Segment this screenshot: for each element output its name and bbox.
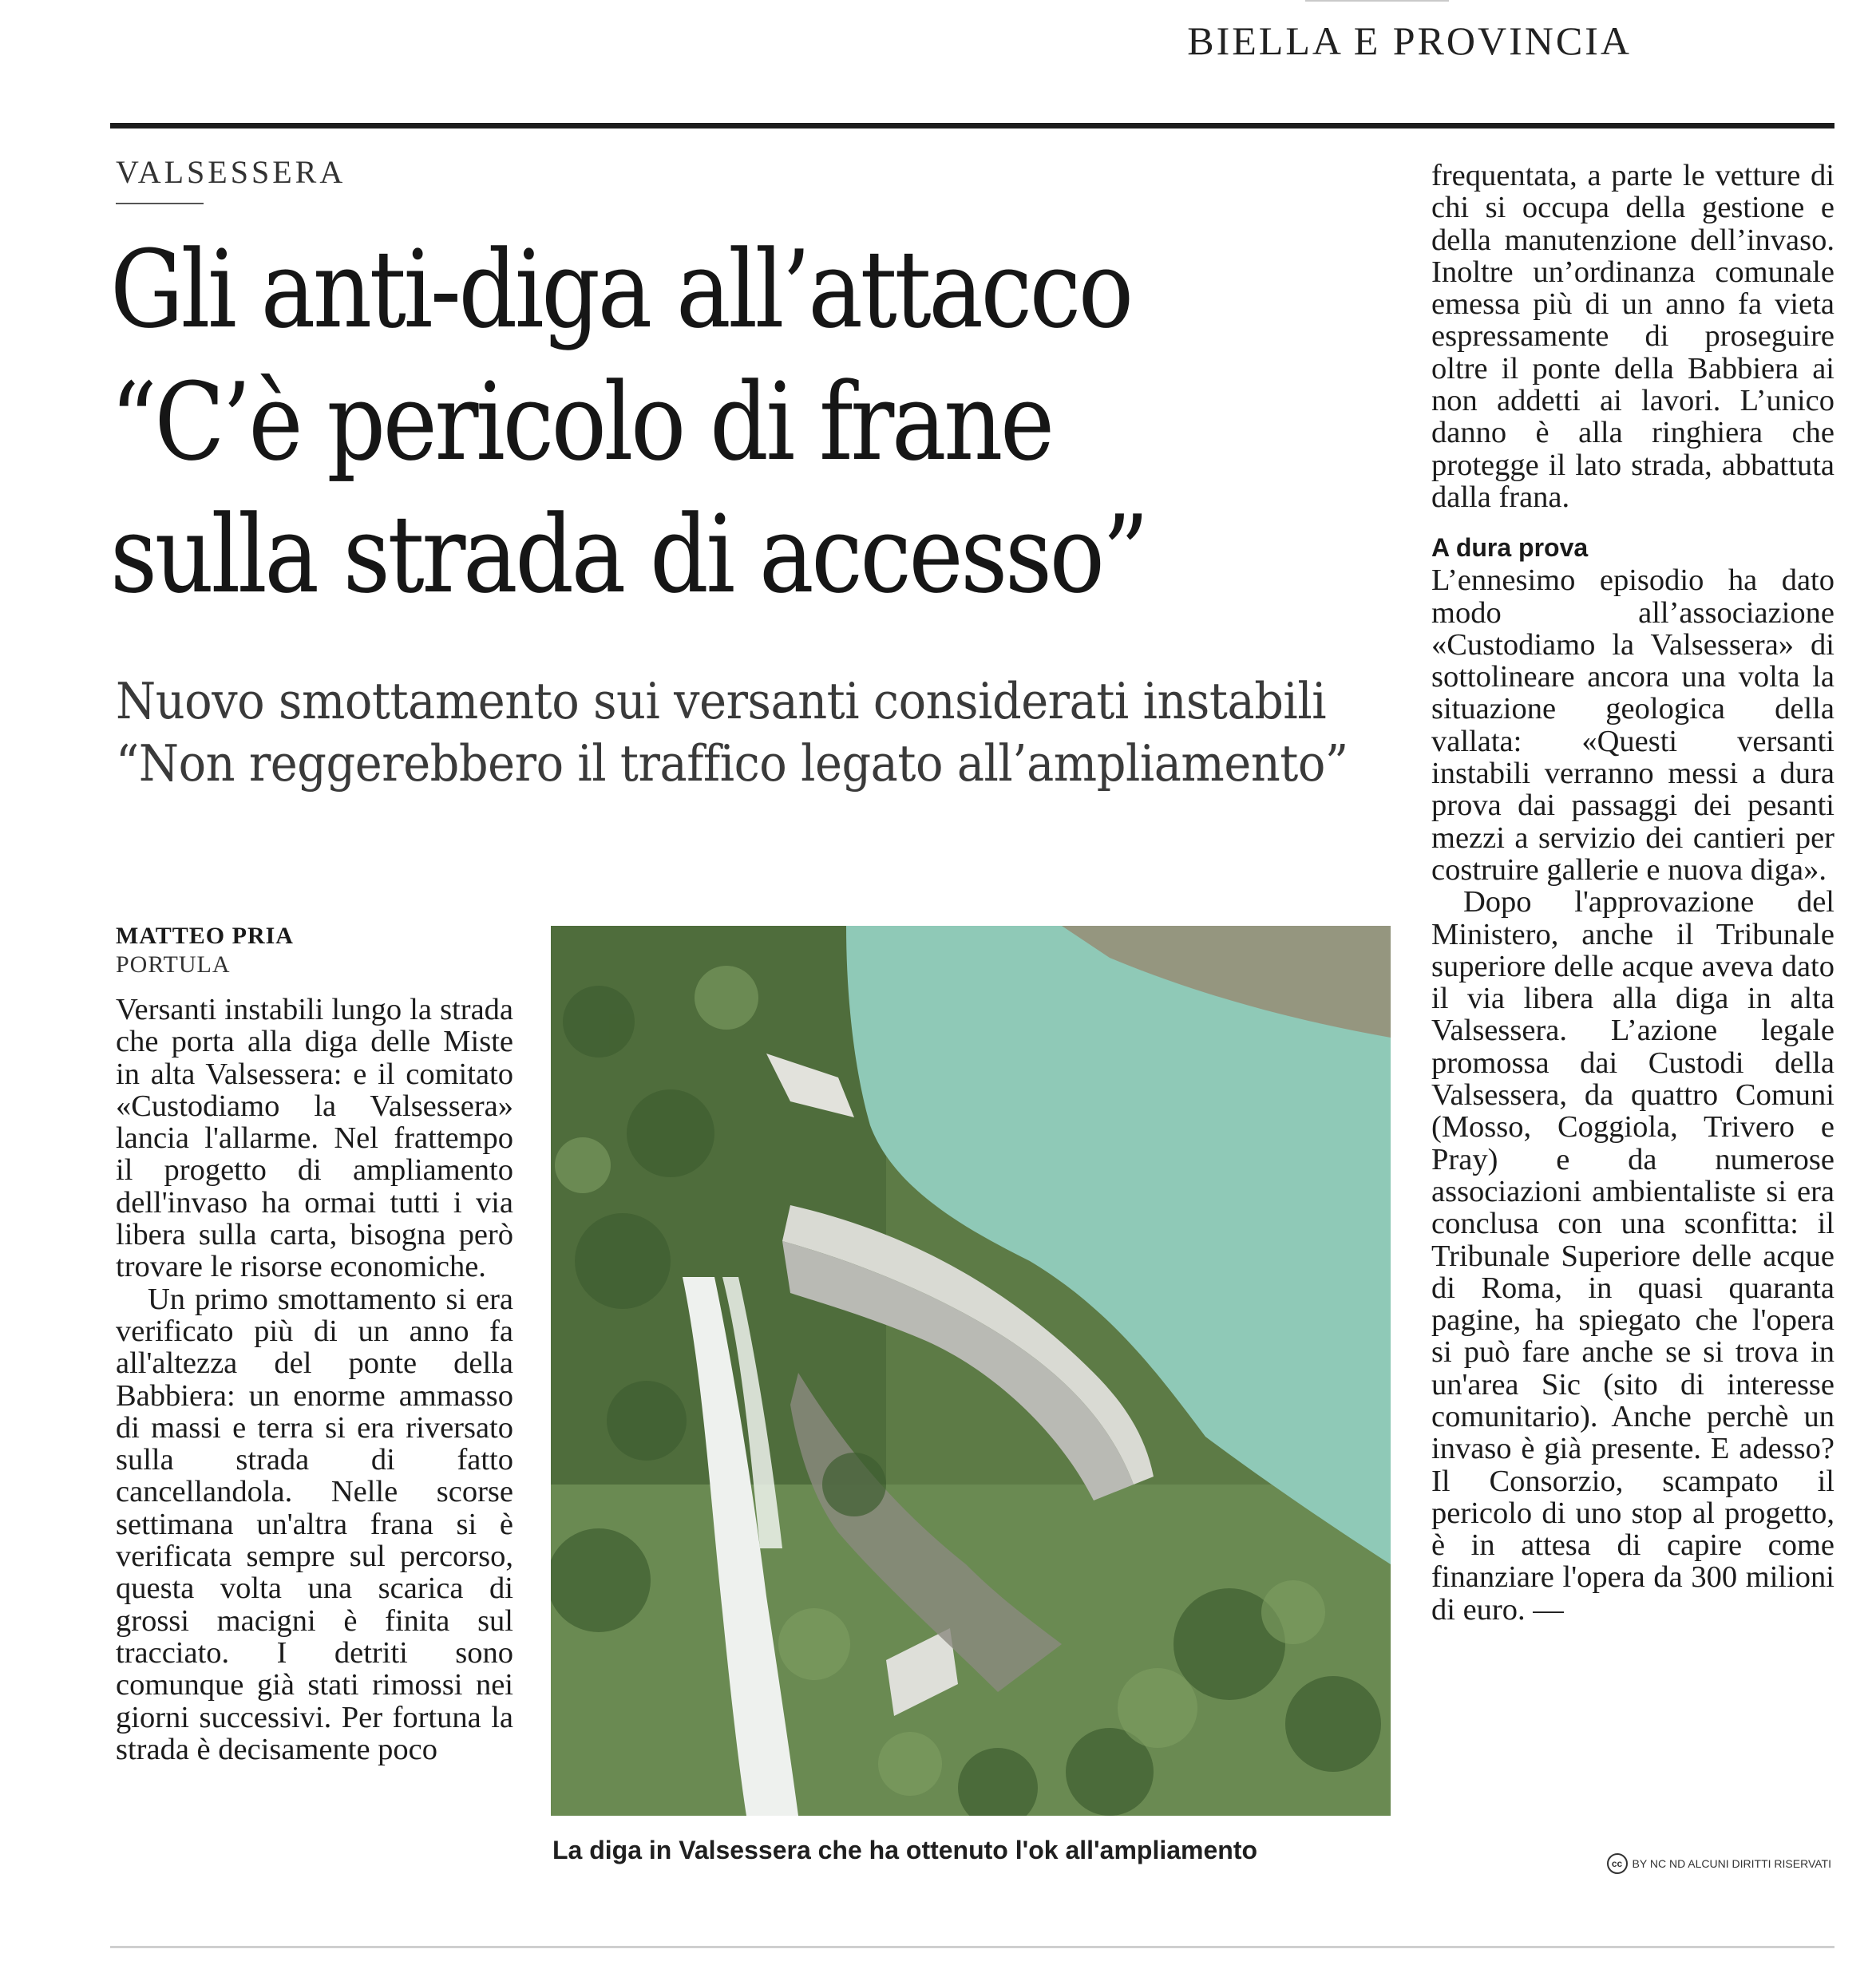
header-rule xyxy=(110,123,1834,128)
body-paragraph: Versanti instabili lungo la strada che porta alla diga delle Miste in alta Valsessera: e il comitato «Custodiamo la Valsessera» lancia l'allarme. Nel frattempo il progetto di ampliamento dell'invaso ha ormai tutti i via libera sulla carta, bisogna però trovare le risorse economiche. xyxy=(116,993,513,1284)
headline-line-3: sulla strada di accesso” xyxy=(110,492,1147,617)
dam-photo-illustration xyxy=(551,926,1391,1816)
body-paragraph: Un primo smottamento si era verificato più di un anno fa all'altezza del ponte della Babbiera: un enorme ammasso di massi e terra si era riversato sulla strada di fatto cancellandola. Nelle scorse settimana un'altra frana si è verificata sempre sul percorso, questa volta una scarica di grossi macigni è finita sul tracciato. I detriti sono comunque già stati rimossi nei giorni successivi. Per fortuna la strada è decisamente poco xyxy=(116,1282,513,1766)
license-note xyxy=(1607,1853,1831,1874)
author-name: MATTEO PRIA xyxy=(116,923,294,949)
license-text: BY NC ND ALCUNI DIRITTI RISERVATI xyxy=(1632,1857,1831,1870)
body-paragraph: frequentata, a parte le vetture di chi si occupa della gestione e della manutenzione dell’invaso. Inoltre un’ordinanza comunale emessa più di un anno fa vieta espressamente di proseguire oltre il ponte della Babbiera ai non addetti ai lavori. L’unico danno è alla ringhiera che protegge il lato strada, abbattuta dalla frana. xyxy=(1431,159,1834,514)
body-column-right xyxy=(1431,160,1834,1626)
creative-commons-icon: cc xyxy=(1607,1853,1628,1874)
top-divider-tick xyxy=(1305,0,1449,2)
body-paragraph: L’ennesimo episodio ha dato modo all’associazione «Custodiamo la Valsessera» di sottolineare ancora una volta la situazione geologica della vallata: «Questi versanti instabili verranno messi a dura prova dai passaggi dei pesanti mezzi a servizio dei cantieri per costruire gallerie e nuova diga». xyxy=(1431,563,1834,887)
footer-rule xyxy=(110,1946,1834,1948)
body-column-left xyxy=(116,994,513,1765)
subheadline-line-2: “Non reggerebbero il traffico legato all’ampliamento” xyxy=(116,734,1348,793)
headline-line-2: “C’è pericolo di frane xyxy=(110,360,1052,484)
section-title: BIELLA E PROVINCIA xyxy=(1187,18,1632,63)
body-paragraph: Dopo l'approvazione del Ministero, anche il Tribunale superiore delle acque aveva dato il via libera alla diga in alta Valsessera. L’azione legale promossa dai Custodi della Valsessera, da quattro Comuni (Mosso, Coggiola, Trivero e Pray) e da numerose associazioni ambientaliste si era conclusa con una sconfitta: il Tribunale Superiore delle acque di Roma, in quasi quaranta pagine, ha spiegato che l'opera si può fare anche se si trova in un'area Sic (sito di interesse comunitario). Anche perchè un invaso è già presente. E adesso? Il Consorzio, scampato il pericolo di uno stop al progetto, è in attesa di capire come finanziare l'opera da 300 milioni di euro. — xyxy=(1431,885,1834,1627)
headline xyxy=(110,223,1222,621)
photo-caption: La diga in Valsessera che ha ottenuto l'ok all'ampliamento xyxy=(552,1836,1258,1864)
dateline-place: PORTULA xyxy=(116,951,231,978)
headline-line-1: Gli anti-diga all’attacco xyxy=(110,227,1131,352)
section-subheading: A dura prova xyxy=(1431,533,1589,563)
kicker-underline xyxy=(116,203,204,204)
kicker: VALSESSERA xyxy=(116,154,346,190)
byline xyxy=(116,922,294,979)
dam-photo xyxy=(551,926,1391,1816)
subheadline xyxy=(116,670,1348,795)
subheadline-line-1: Nuovo smottamento sui versanti considerati instabili xyxy=(116,672,1327,730)
